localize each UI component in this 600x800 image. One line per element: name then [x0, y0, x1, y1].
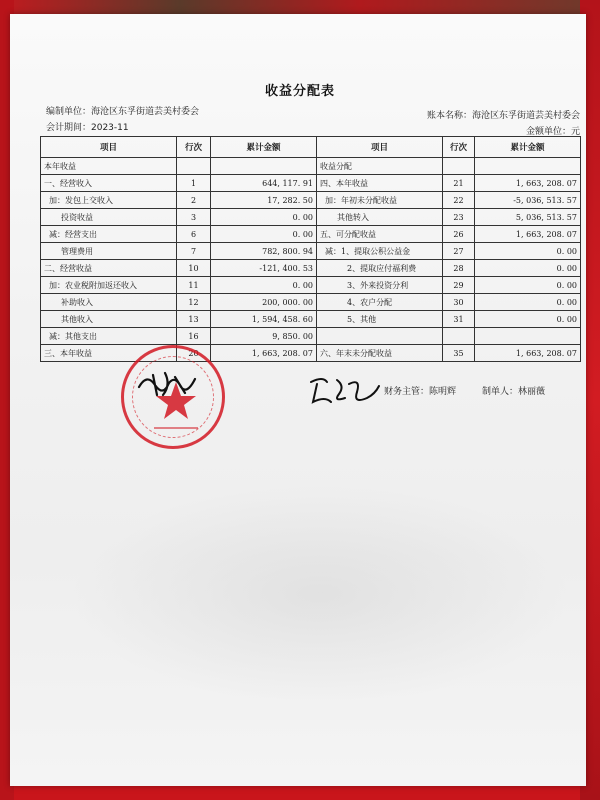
paper-crease [70, 484, 570, 704]
row-item-label [317, 328, 443, 345]
row-number: 7 [177, 243, 211, 260]
row-number: 13 [177, 311, 211, 328]
row-number: 2 [177, 192, 211, 209]
row-item-label: 补助收入 [41, 294, 177, 311]
row-amount: 1, 663, 208. 07 [475, 175, 581, 192]
accounting-period: 会计期间：2023-11 [46, 123, 129, 133]
stamp-signature [135, 365, 205, 405]
row-amount: 1, 663, 208. 07 [475, 226, 581, 243]
row-item-label: 五、可分配收益 [317, 226, 443, 243]
row-amount: -5, 036, 513. 57 [475, 192, 581, 209]
row-item-label: 5、其他 [317, 311, 443, 328]
column-header-item: 项目 [41, 137, 177, 158]
table-row [41, 158, 581, 175]
row-item-label: 加：发包上交收入 [41, 192, 177, 209]
row-item-label: 减：其他支出 [41, 328, 177, 345]
row-number: 20 [177, 345, 211, 362]
row-amount: 0. 00 [475, 311, 581, 328]
row-amount: 0. 00 [211, 209, 317, 226]
row-item-label: 二、经营收益 [41, 260, 177, 277]
row-item-label: 投资收益 [41, 209, 177, 226]
row-item-label: 六、年末未分配收益 [317, 345, 443, 362]
row-number: 21 [443, 175, 475, 192]
row-number [443, 328, 475, 345]
row-number: 3 [177, 209, 211, 226]
row-number: 10 [177, 260, 211, 277]
table-row [41, 260, 581, 277]
row-number: 28 [443, 260, 475, 277]
column-header-amount: 累计金额 [475, 137, 581, 158]
finance-supervisor: 财务主管：陈明辉 [384, 387, 457, 397]
page-title: 收益分配表 [264, 84, 335, 99]
row-item-label: 三、本年收益 [41, 345, 177, 362]
row-amount: 1, 594, 458. 60 [211, 311, 317, 328]
row-amount: -121, 400. 53 [211, 260, 317, 277]
row-amount: 0. 00 [475, 260, 581, 277]
table-row [41, 209, 581, 226]
row-amount: 17, 282. 50 [211, 192, 317, 209]
row-number: 16 [177, 328, 211, 345]
row-item-label: 加：农业税附加返还收入 [41, 277, 177, 294]
row-number [177, 158, 211, 175]
table-row [41, 175, 581, 192]
column-header-item: 项目 [317, 137, 443, 158]
row-item-label: 加：年初未分配收益 [317, 192, 443, 209]
row-number: 26 [443, 226, 475, 243]
row-amount: 200, 000. 00 [211, 294, 317, 311]
row-amount: 9, 850. 00 [211, 328, 317, 345]
income-distribution-table [40, 136, 581, 362]
row-number: 11 [177, 277, 211, 294]
table-row [41, 328, 581, 345]
row-item-label: 减：经营支出 [41, 226, 177, 243]
row-item-label: 4、农户分配 [317, 294, 443, 311]
row-number: 1 [177, 175, 211, 192]
row-item-label: 减：1、提取公积公益金 [317, 243, 443, 260]
currency-unit: 金额单位：元 [525, 127, 580, 137]
row-item-label: 其他收入 [41, 311, 177, 328]
row-amount: 644, 117. 91 [211, 175, 317, 192]
row-number: 29 [443, 277, 475, 294]
row-amount: 1, 663, 208. 07 [211, 345, 317, 362]
row-item-label: 收益分配 [317, 158, 443, 175]
row-number: 31 [443, 311, 475, 328]
row-number: 35 [443, 345, 475, 362]
row-item-label: 本年收益 [41, 158, 177, 175]
row-number: 23 [443, 209, 475, 226]
row-item-label: 2、提取应付福利费 [317, 260, 443, 277]
row-amount [475, 328, 581, 345]
table-body [41, 158, 581, 362]
table-row [41, 311, 581, 328]
row-number: 12 [177, 294, 211, 311]
row-amount: 0. 00 [211, 277, 317, 294]
row-amount: 5, 036, 513. 57 [475, 209, 581, 226]
row-item-label: 四、本年收益 [317, 175, 443, 192]
row-number: 22 [443, 192, 475, 209]
row-amount: 0. 00 [475, 243, 581, 260]
row-amount: 0. 00 [475, 294, 581, 311]
row-amount [211, 158, 317, 175]
column-header-row-no: 行次 [177, 137, 211, 158]
column-header-amount: 累计金额 [211, 137, 317, 158]
row-item-label: 一、经营收入 [41, 175, 177, 192]
table-row [41, 294, 581, 311]
column-header-row-no: 行次 [443, 137, 475, 158]
row-number: 30 [443, 294, 475, 311]
row-amount: 0. 00 [475, 277, 581, 294]
row-item-label: 其他转入 [317, 209, 443, 226]
account-name: 账本名称：海沧区东孚街道芸美村委会 [426, 111, 580, 121]
row-number: 27 [443, 243, 475, 260]
preparer: 制单人：林丽薇 [482, 387, 546, 397]
row-item-label: 3、外来投资分利 [317, 277, 443, 294]
table-row [41, 345, 581, 362]
table-row [41, 277, 581, 294]
row-number: 6 [177, 226, 211, 243]
row-amount: 0. 00 [211, 226, 317, 243]
table-row [41, 226, 581, 243]
table-header-row [41, 137, 581, 158]
table-row [41, 192, 581, 209]
handwritten-signature [305, 372, 385, 410]
row-amount: 1, 663, 208. 07 [475, 345, 581, 362]
row-amount [475, 158, 581, 175]
row-item-label: 管理费用 [41, 243, 177, 260]
table-row [41, 243, 581, 260]
row-number [443, 158, 475, 175]
compiler-unit: 编制单位：海沧区东孚街道芸美村委会 [46, 107, 200, 117]
row-amount: 782, 800. 94 [211, 243, 317, 260]
